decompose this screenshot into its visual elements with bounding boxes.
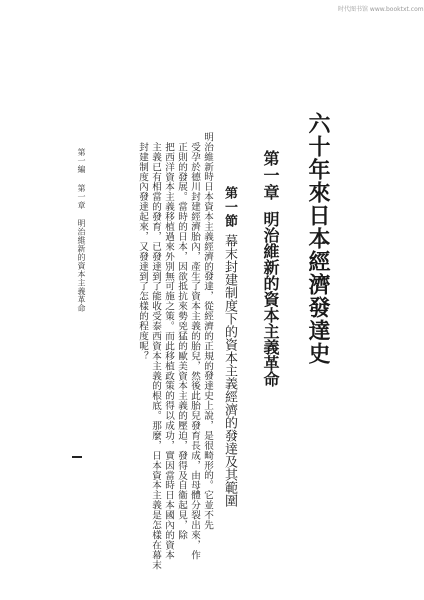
section-heading [222, 186, 237, 507]
chapter-title: 明治維新的資本主義革命 [261, 211, 280, 387]
body-line: 主義已有相當的發育，已發達到了能收受泰西資本主義的根底。那麼，日本資本主義是怎樣在幕末 [150, 142, 161, 570]
body-line: 正則的發展。當時的日本，因欲抵抗來勢兇猛的歐美資本主義的壓迫，發得及自衞起見，除 [176, 142, 187, 540]
footer-title: 明治維新的資本主義革命 [77, 219, 86, 313]
section-number: 第一節 [222, 186, 237, 228]
body-line: 受孕於德川封建經濟胎內，產生了資本主義的胎兒，然後此胎兒發育長成，由母體分裂出來，作 [189, 142, 200, 560]
body-line: 把西洋資本主義移植過來外別無可施之策。而此移植政策的得以成功，實因當時日本國內的資本 [163, 142, 174, 560]
book-title: 六十年來日本經濟發達史 [305, 112, 331, 365]
footer-chapter: 第一章 [77, 183, 86, 210]
watermark: 时代图书馆 www.booktxt.com [338, 6, 424, 13]
chapter-number: 第一章 [261, 150, 280, 201]
section-title: 幕末封建制度下的資本主義經濟的發達及其範圍 [222, 234, 237, 507]
body-line: 封建制度內發達起來，又發達到了怎樣的程度呢？ [137, 142, 148, 361]
chapter-heading [261, 150, 279, 387]
body-line: 明治維新時日本資本主義經濟的發達，從經濟的正規的發達史上說，是很畸形的。它並不先 [202, 132, 213, 530]
footer-part: 第一編 [77, 148, 86, 174]
running-footer [76, 148, 86, 320]
page-number [72, 456, 82, 458]
